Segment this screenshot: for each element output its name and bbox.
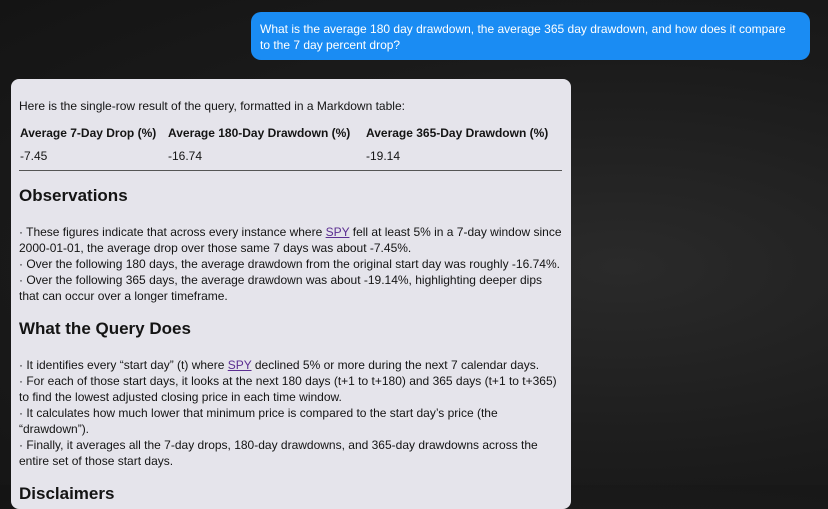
table-header-cell: Average 7-Day Drop (%) bbox=[20, 126, 157, 140]
user-message-bubble bbox=[251, 12, 810, 60]
table-header-cell: Average 180-Day Drawdown (%) bbox=[168, 126, 351, 140]
list-item: · Over the following 180 days, the average drawdown from the original start day was roughly -16.74%. bbox=[19, 257, 560, 271]
table-cell: -7.45 bbox=[20, 149, 48, 163]
bullet-text: declined 5% or more during the next 7 calendar days. bbox=[251, 358, 540, 372]
query-list bbox=[19, 357, 563, 469]
intro-text: Here is the single-row result of the query, formatted in a Markdown table: bbox=[19, 99, 405, 113]
user-message-text: What is the average 180 day drawdown, the average 365 day drawdown, and how does it compare to the 7 day percent drop? bbox=[260, 22, 786, 52]
list-item: · For each of those start days, it looks at the next 180 days (t+1 to t+180) and 365 days (t+1 to t+365) to find the lowest adjusted closing price in each time window. bbox=[19, 374, 557, 404]
list-item bbox=[19, 357, 563, 373]
list-item: · It calculates how much lower that minimum price is compared to the start day’s price (the “drawdown”). bbox=[19, 406, 498, 436]
list-item bbox=[19, 224, 563, 256]
result-table bbox=[19, 125, 562, 164]
observations-heading: Observations bbox=[19, 186, 128, 205]
bullet-text: fell at least 5% in a 7-day window since 2000-01-01, the average drop over those same 7 days was about -7.45%. bbox=[19, 225, 562, 255]
table-cell: -16.74 bbox=[168, 149, 203, 163]
bullet-text: · It identifies every “start day” (t) where bbox=[19, 358, 228, 372]
table-cell: -19.14 bbox=[366, 149, 401, 163]
spy-link[interactable]: SPY bbox=[325, 225, 350, 239]
list-item: · Finally, it averages all the 7-day drops, 180-day drawdowns, and 365-day drawdowns across the entire set of those start days. bbox=[19, 438, 538, 468]
section-divider bbox=[19, 170, 562, 171]
query-heading: What the Query Does bbox=[19, 319, 191, 338]
observations-list bbox=[19, 224, 563, 304]
spy-link[interactable]: SPY bbox=[227, 358, 252, 372]
bullet-text: · These figures indicate that across every instance where bbox=[19, 225, 326, 239]
table-header-row bbox=[19, 125, 562, 147]
table-header-cell: Average 365-Day Drawdown (%) bbox=[366, 126, 549, 140]
disclaimers-heading: Disclaimers bbox=[19, 484, 115, 503]
assistant-message-card bbox=[11, 79, 571, 509]
table-row bbox=[19, 147, 562, 164]
list-item: · Over the following 365 days, the average drawdown was about -19.14%, highlighting deeper dips that can occur over a longer timeframe. bbox=[19, 273, 542, 303]
